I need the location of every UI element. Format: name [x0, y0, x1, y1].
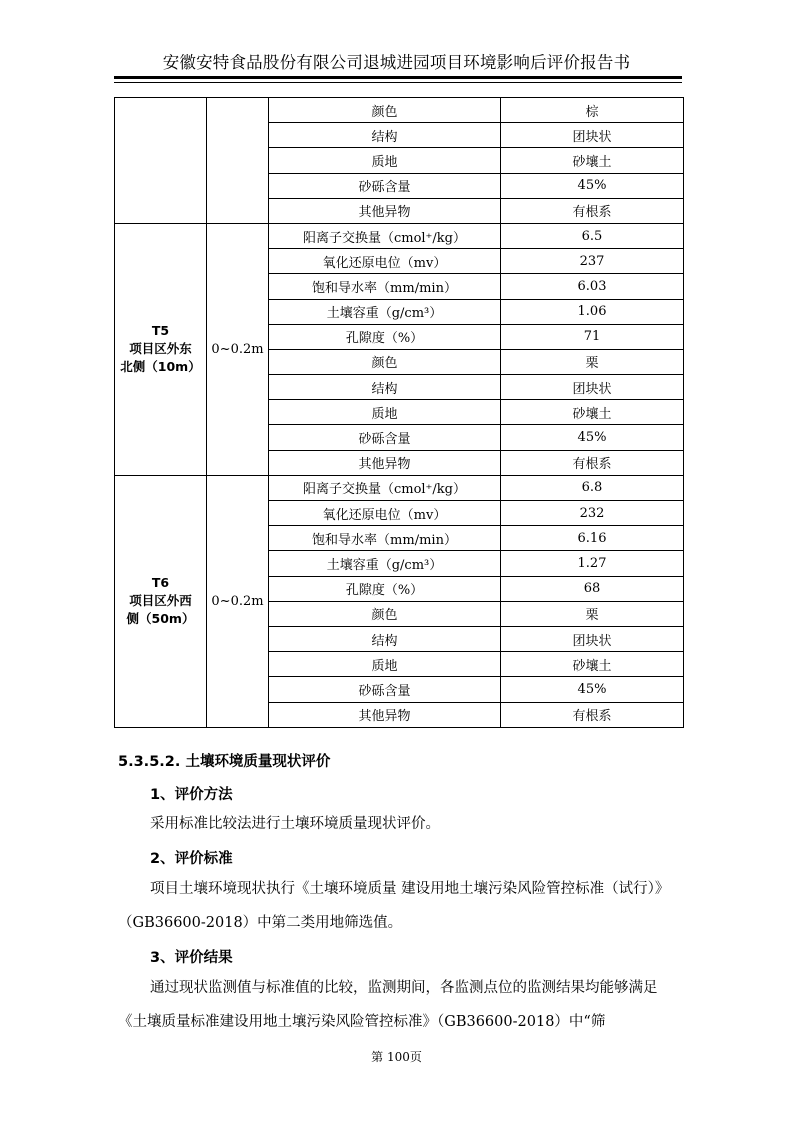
depth-cell-continued [207, 98, 269, 224]
site-location-line2: 侧（50m） [126, 611, 195, 627]
param-cell: 结构 [269, 123, 501, 148]
param-cell: 颜色 [269, 98, 501, 123]
site-cell-continued [115, 98, 207, 224]
value-cell: 6.16 [501, 526, 684, 551]
method-paragraph: 采用标准比较法进行土壤环境质量现状评价。 [150, 816, 440, 832]
param-cell: 结构 [269, 375, 501, 400]
site-location-line1: 项目区外东 [129, 341, 192, 357]
value-cell: 1.06 [501, 299, 684, 324]
depth-cell: 0~0.2m [207, 223, 269, 475]
value-cell: 68 [501, 576, 684, 601]
site-location-line2: 北侧（10m） [120, 359, 201, 375]
value-cell: 栗 [501, 349, 684, 374]
document-header-title: 安徽安特食品股份有限公司退城进园项目环境影响后评价报告书 [162, 53, 631, 72]
site-code: T6 [151, 575, 170, 591]
value-cell: 6.03 [501, 274, 684, 299]
param-cell: 砂砾含量 [269, 173, 501, 198]
param-cell: 其他异物 [269, 450, 501, 475]
value-cell: 团块状 [501, 626, 684, 651]
result-heading: 3、评价结果 [150, 950, 233, 966]
value-cell: 有根系 [501, 702, 684, 727]
soil-properties-table [114, 97, 684, 728]
value-cell: 45% [501, 677, 684, 702]
table-row [115, 223, 684, 248]
value-cell: 45% [501, 173, 684, 198]
param-cell: 质地 [269, 652, 501, 677]
value-cell: 71 [501, 324, 684, 349]
header-rule-thick [114, 76, 682, 79]
param-cell: 土壤容重（g/cm³） [269, 551, 501, 576]
value-cell: 团块状 [501, 375, 684, 400]
param-cell: 土壤容重（g/cm³） [269, 299, 501, 324]
value-cell: 团块状 [501, 123, 684, 148]
value-cell: 237 [501, 249, 684, 274]
param-cell: 结构 [269, 626, 501, 651]
value-cell: 1.27 [501, 551, 684, 576]
param-cell: 饱和导水率（mm/min） [269, 274, 501, 299]
param-cell: 其他异物 [269, 198, 501, 223]
value-cell: 45% [501, 425, 684, 450]
value-cell: 砂壤土 [501, 148, 684, 173]
param-cell: 阳离子交换量（cmol⁺/kg） [269, 223, 501, 248]
value-cell: 6.5 [501, 223, 684, 248]
param-cell: 质地 [269, 400, 501, 425]
param-cell: 氧化还原电位（mv） [269, 249, 501, 274]
param-cell: 其他异物 [269, 702, 501, 727]
method-heading: 1、评价方法 [150, 787, 233, 803]
page-number: 第 100页 [371, 1050, 422, 1064]
param-cell: 质地 [269, 148, 501, 173]
depth-cell: 0~0.2m [207, 475, 269, 727]
result-paragraph: 通过现状监测值与标准值的比较，监测期间，各监测点位的监测结果均能够满足《土壤质量标准建设用地土壤污染风险管控标准》（GB36600-2018）中“筛 [118, 980, 658, 1030]
site-cell [115, 223, 207, 475]
param-cell: 砂砾含量 [269, 677, 501, 702]
table-row [115, 475, 684, 500]
value-cell: 砂壤土 [501, 400, 684, 425]
param-cell: 颜色 [269, 349, 501, 374]
site-code: T5 [151, 323, 170, 339]
standard-heading: 2、评价标准 [150, 851, 233, 867]
site-cell [115, 475, 207, 727]
param-cell: 氧化还原电位（mv） [269, 501, 501, 526]
section-heading: 5.3.5.2. 土壤环境质量现状评价 [118, 754, 331, 770]
param-cell: 阳离子交换量（cmol⁺/kg） [269, 475, 501, 500]
value-cell: 6.8 [501, 475, 684, 500]
header-rule-thin [114, 82, 682, 83]
value-cell: 棕 [501, 98, 684, 123]
param-cell: 颜色 [269, 601, 501, 626]
table-row [115, 98, 684, 123]
value-cell: 栗 [501, 601, 684, 626]
param-cell: 孔隙度（%） [269, 324, 501, 349]
param-cell: 饱和导水率（mm/min） [269, 526, 501, 551]
param-cell: 孔隙度（%） [269, 576, 501, 601]
site-location-line1: 项目区外西 [129, 593, 192, 609]
value-cell: 砂壤土 [501, 652, 684, 677]
value-cell: 有根系 [501, 450, 684, 475]
standard-paragraph: 项目土壤环境现状执行《土壤环境质量 建设用地土壤污染风险管控标准（试行）》（GB36600-2018）中第二类用地筛选值。 [118, 881, 670, 931]
param-cell: 砂砾含量 [269, 425, 501, 450]
value-cell: 有根系 [501, 198, 684, 223]
value-cell: 232 [501, 501, 684, 526]
